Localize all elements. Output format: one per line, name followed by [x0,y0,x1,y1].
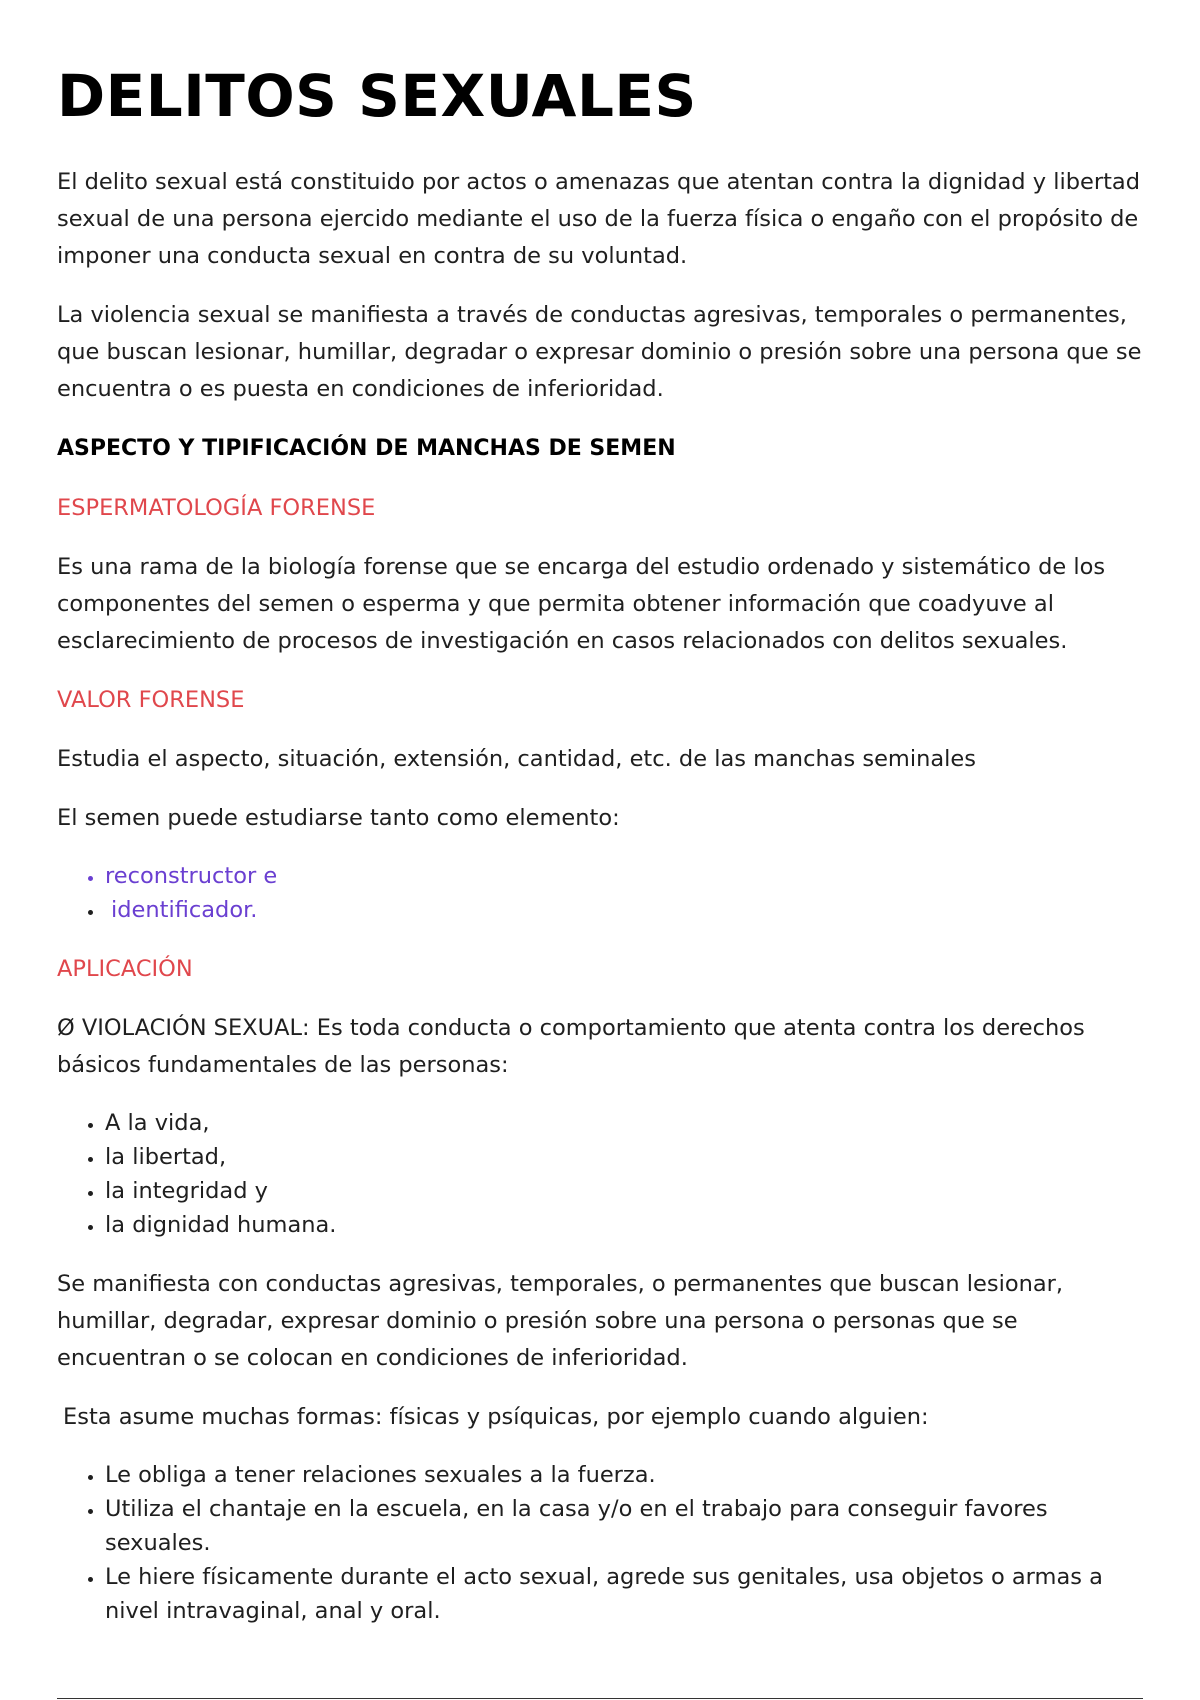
list-item: • la libertad, [105,1140,1147,1174]
list-item: • Utiliza el chantaje en la escuela, en la casa y/o en el trabajo para conseguir favores sexuales. [105,1492,1147,1560]
violacion-text: Ø VIOLACIÓN SEXUAL: Es toda conducta o comportamiento que atenta contra los derechos básicos fundamentales de las personas: [57,1015,1085,1078]
page-divider [57,1698,1143,1699]
list-item: • reconstructor e [105,859,1147,893]
document-title: DELITOS SEXUALES [57,62,697,130]
list-item: • la integridad y [105,1174,1147,1208]
manifiesta-text: Se manifiesta con conductas agresivas, temporales, o permanentes que buscan lesionar, humillar, degradar, expresar dominio o presión sobre una persona o personas que se encuentran o se colocan en condiciones de inferioridad. [57,1271,1064,1371]
rights-list [57,1106,1147,1242]
intro-paragraph-1: El delito sexual está constituido por actos o amenazas que atentan contra la dignidad y libertad sexual de una persona ejercido mediante el uso de la fuerza física o engaño con el propósito de imponer una conducta sexual en contra de su voluntad. [57,169,1140,269]
list-item: • Le obliga a tener relaciones sexuales a la fuerza. [105,1458,1147,1492]
examples-list [57,1458,1147,1628]
espermatologia-heading: ESPERMATOLOGÍA FORENSE [57,495,376,521]
aplicacion-heading: APLICACIÓN [57,956,193,982]
section-heading: ASPECTO Y TIPIFICACIÓN DE MANCHAS DE SEMEN [57,436,676,461]
valor-forense-text-1: Estudia el aspecto, situación, extensión, cantidad, etc. de las manchas seminales [57,746,976,772]
valor-forense-text-2: El semen puede estudiarse tanto como elemento: [57,805,620,831]
intro-paragraph-2: La violencia sexual se manifiesta a través de conductas agresivas, temporales o permanentes, que buscan lesionar, humillar, degradar o expresar dominio o presión sobre una persona que se encuentra o es puesta en condiciones de inferioridad. [57,302,1142,402]
list-item-text: identificador. [111,897,258,923]
espermatologia-text: Es una rama de la biología forense que se encarga del estudio ordenado y sistemático de los componentes del semen o esperma y que permita obtener información que coadyuve al esclarecimiento de procesos de investigación en casos relacionados con delitos sexuales. [57,554,1106,654]
list-item: • Le hiere físicamente durante el acto sexual, agrede sus genitales, usa objetos o armas a nivel intravaginal, anal y oral. [105,1560,1147,1628]
valor-forense-heading: VALOR FORENSE [57,687,245,713]
element-type-list [57,859,1147,927]
list-item [105,893,1147,927]
list-item: • la dignidad humana. [105,1208,1147,1242]
formas-text: Esta asume muchas formas: físicas y psíquicas, por ejemplo cuando alguien: [63,1404,929,1430]
list-item: • A la vida, [105,1106,1147,1140]
document-page [57,58,1147,1652]
